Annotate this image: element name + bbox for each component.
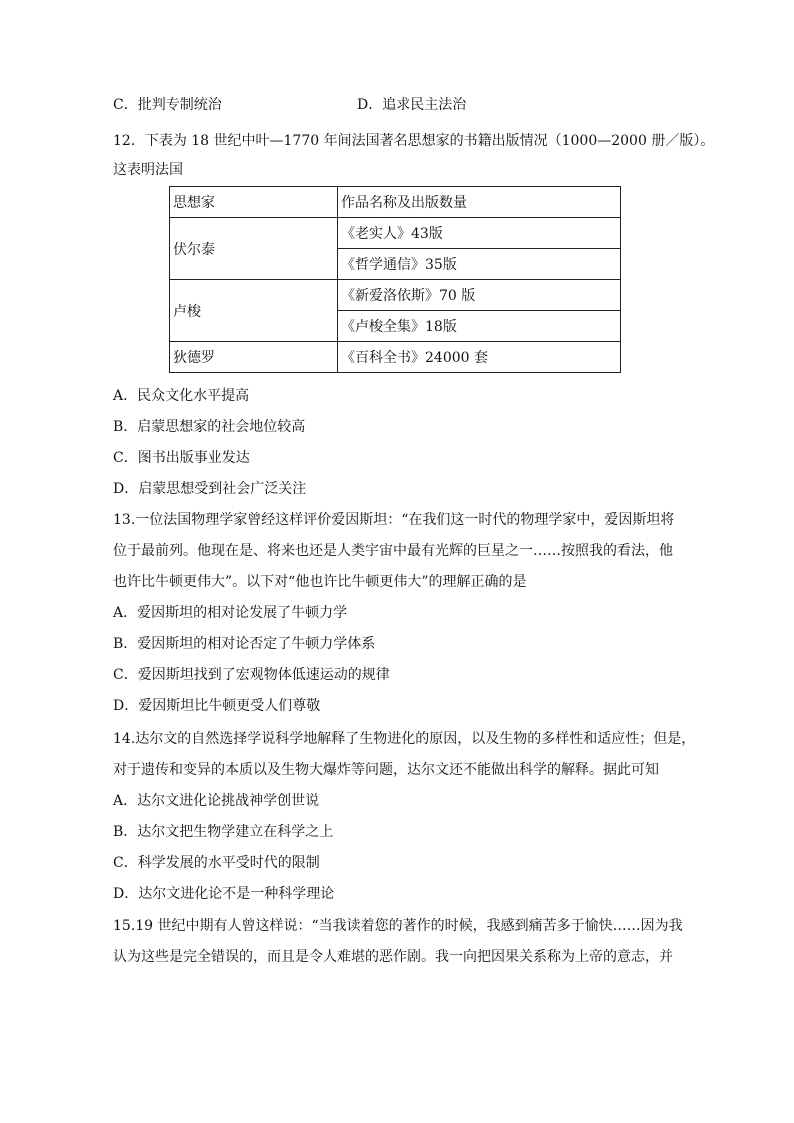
thinker-diderot: 狄德罗 [170,342,338,373]
q12-table [169,186,621,373]
work-cell: 《新爱洛依斯》70 版 [338,280,621,311]
work-cell: 《哲学通信》35版 [338,249,621,280]
q13-option-b: B．爱因斯坦的相对论否定了牛顿力学体系 [113,636,376,652]
q12-option-b: B．启蒙思想家的社会地位较高 [113,419,306,435]
q12-stem-line-1: 12．下表为 18 世纪中叶—1770 年间法国著名思想家的书籍出版情况（1000—2000 册／版）。 [113,133,715,149]
table-row [170,218,621,249]
q12-option-d: D．启蒙思想受到社会广泛关注 [113,481,307,497]
q11-option-d: D．追求民主法治 [357,97,467,113]
q13-stem-line-3: 也许比牛顿更伟大”。以下对“他也许比牛顿更伟大”的理解正确的是 [113,574,527,590]
table-header-works: 作品名称及出版数量 [338,187,621,218]
table-row [170,280,621,311]
table-row [170,342,621,373]
q14-stem-line-2: 对于遗传和变异的本质以及生物大爆炸等问题，达尔文还不能做出科学的解释。据此可知 [113,762,659,778]
q13-option-a: A．爱因斯坦的相对论发展了牛顿力学 [113,605,348,621]
q12-option-c: C．图书出版事业发达 [113,450,250,466]
q14-option-b: B．达尔文把生物学建立在科学之上 [113,824,334,840]
q14-option-d: D．达尔文进化论不是一种科学理论 [113,886,335,902]
work-cell: 《老实人》43版 [338,218,621,249]
q14-stem-line-1: 14.达尔文的自然选择学说科学地解释了生物进化的原因，以及生物的多样性和适应性；但是， [113,731,696,747]
thinker-voltaire: 伏尔泰 [170,218,338,280]
thinker-rousseau: 卢梭 [170,280,338,342]
q14-option-a: A．达尔文进化论挑战神学创世说 [113,793,320,809]
q13-stem-line-1: 13.一位法国物理学家曾经这样评价爱因斯坦：“在我们这一时代的物理学家中，爱因斯坦将 [113,512,675,528]
q13-option-d: D．爱因斯坦比牛顿更受人们尊敬 [113,698,321,714]
work-cell: 《百科全书》24000 套 [338,342,621,373]
q15-stem-line-1: 15.19 世纪中期有人曾这样说：“当我读着您的著作的时候，我感到痛苦多于愉快……因为我 [113,918,683,934]
q11-option-c: C．批判专制统治 [113,97,222,113]
work-cell: 《卢梭全集》18版 [338,311,621,342]
q14-option-c: C．科学发展的水平受时代的限制 [113,855,320,871]
q13-stem-line-2: 位于最前列。他现在是、将来也还是人类宇宙中最有光辉的巨星之一……按照我的看法，他 [113,543,673,559]
q12-stem-line-2: 这表明法国 [113,162,183,178]
table-header-row [170,187,621,218]
q15-stem-line-2: 认为这些是完全错误的，而且是令人难堪的恶作剧。我一向把因果关系称为上帝的意志，并 [113,949,673,965]
q12-option-a: A．民众文化水平提高 [113,388,250,404]
table-header-thinker: 思想家 [170,187,338,218]
q13-option-c: C．爱因斯坦找到了宏观物体低速运动的规律 [113,667,390,683]
